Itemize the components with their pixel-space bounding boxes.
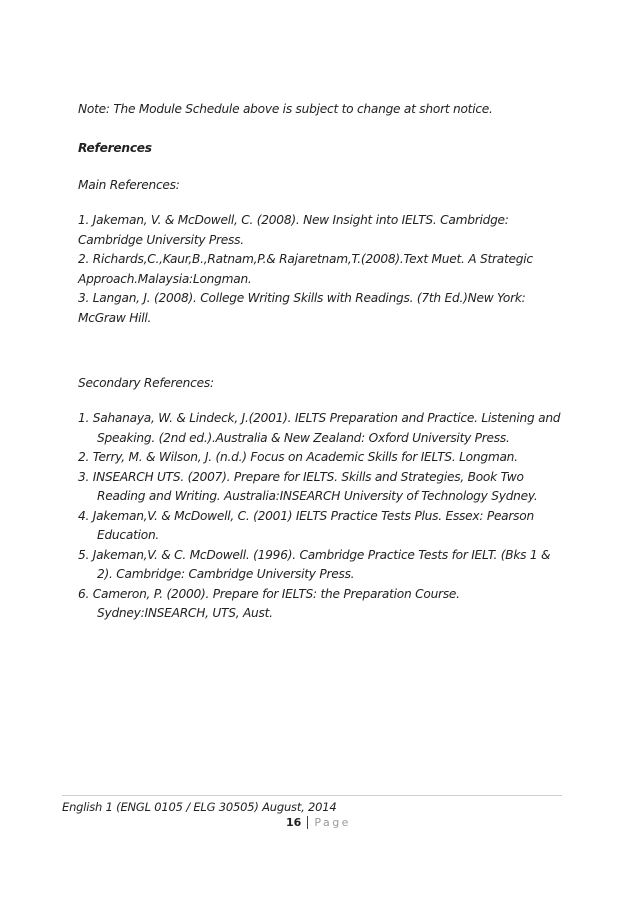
secondary-reference-item: 4. Jakeman,V. & McDowell, C. (2001) IELTS Practice Tests Plus. Essex: Pearson Education. — [78, 508, 534, 542]
footer-page-indicator — [286, 816, 351, 829]
page-content — [78, 100, 568, 624]
secondary-reference-item: 5. Jakeman,V. & C. McDowell. (1996). Cambridge Practice Tests for IELT. (Bks 1 & 2). Cambridge: Cambridge University Press. — [78, 547, 551, 581]
main-reference-item: 3. Langan, J. (2008). College Writing Skills with Readings. (7th Ed.)New York: McGraw Hill. — [78, 291, 526, 325]
secondary-reference-item: 1. Sahanaya, W. & Lindeck, J.(2001). IELTS Preparation and Practice. Listening and Speaking. (2nd ed.).Australia & New Zealand: Oxford University Press. — [78, 411, 561, 445]
footer-course-info: English 1 (ENGL 0105 / ELG 30505) August, 2014 — [62, 800, 337, 814]
main-references-list — [78, 211, 568, 328]
secondary-reference-item: 6. Cameron, P. (2000). Prepare for IELTS: the Preparation Course. Sydney:INSEARCH, UTS, Aust. — [78, 586, 460, 620]
secondary-references-heading: Secondary References: — [78, 376, 214, 390]
footer-divider — [62, 795, 562, 796]
module-schedule-note: Note: The Module Schedule above is subject to change at short notice. — [78, 102, 493, 116]
references-heading: References — [78, 141, 152, 155]
page-separator — [307, 816, 308, 829]
page-number: 16 — [286, 816, 302, 829]
page-label: Page — [314, 816, 351, 829]
main-references-heading: Main References: — [78, 178, 180, 192]
main-reference-item: 1. Jakeman, V. & McDowell, C. (2008). New Insight into IELTS. Cambridge: Cambridge University Press. — [78, 213, 509, 247]
section-spacer — [78, 328, 568, 374]
secondary-reference-item: 3. INSEARCH UTS. (2007). Prepare for IELTS. Skills and Strategies, Book Two Reading and Writing. Australia:INSEARCH University of Technology Sydney. — [78, 469, 538, 503]
secondary-references-list — [78, 409, 568, 624]
secondary-reference-item: 2. Terry, M. & Wilson, J. (n.d.) Focus on Academic Skills for IELTS. Longman. — [78, 450, 518, 464]
main-reference-item: 2. Richards,C.,Kaur,B.,Ratnam,P.& Rajaretnam,T.(2008).Text Muet. A Strategic Approach.Malaysia:Longman. — [78, 252, 533, 286]
